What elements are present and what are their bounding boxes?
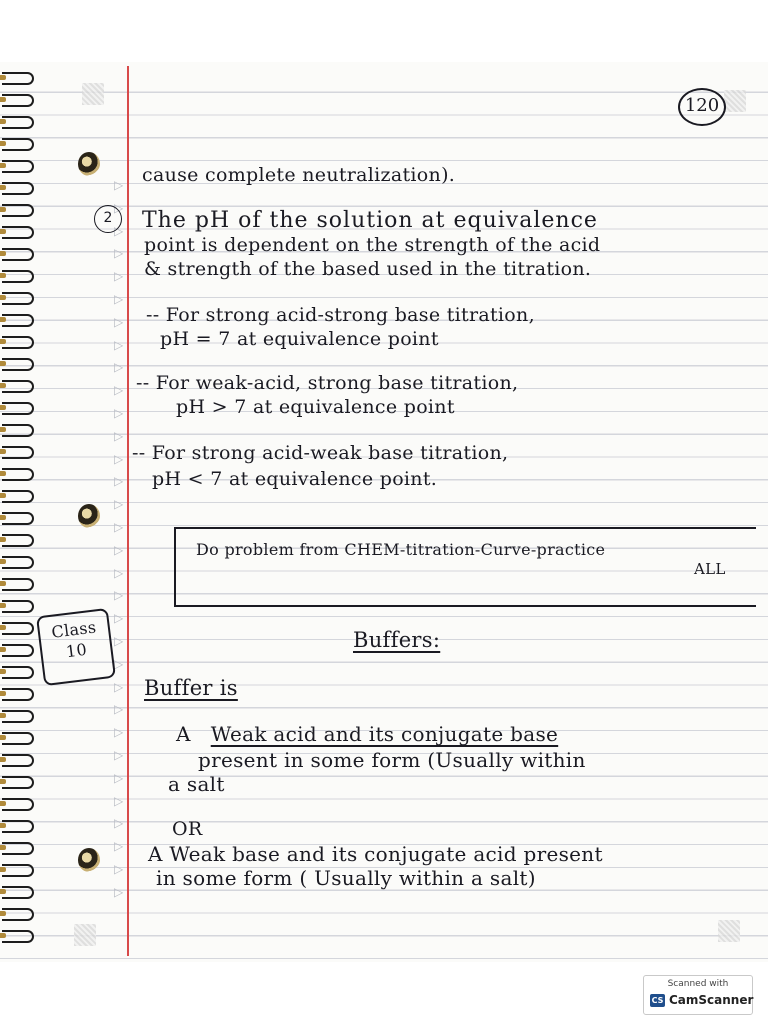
margin-line xyxy=(127,66,129,956)
def1-line3: a salt xyxy=(168,772,225,796)
margin-triangle: ▷ xyxy=(114,793,124,808)
text-line: The pH of the solution at equivalence xyxy=(142,208,598,233)
margin-triangle: ▷ xyxy=(114,520,124,534)
spiral-coil xyxy=(2,380,34,393)
margin-triangle: ▷ xyxy=(114,314,124,329)
spiral-coil xyxy=(2,490,34,503)
text-line: & strength of the based used in the titration. xyxy=(144,258,592,280)
camscanner-logo-icon: CS xyxy=(651,996,664,1005)
case-strong-weak: -- For strong acid-weak base titration, xyxy=(132,442,509,464)
spiral-coil xyxy=(2,358,34,371)
class-number: 10 xyxy=(64,639,88,662)
def1-line1 xyxy=(176,722,558,746)
margin-triangle: ▷ xyxy=(114,588,124,603)
spiral-coil xyxy=(2,710,34,723)
camscanner-watermark xyxy=(643,975,753,1015)
todo-all: ALL xyxy=(694,560,726,578)
or-connector: OR xyxy=(172,818,203,840)
spiral-coil xyxy=(2,622,34,635)
spiral-coil xyxy=(2,446,34,459)
text-line: cause complete neutralization). xyxy=(142,164,456,186)
scan-artifact xyxy=(718,920,740,942)
margin-triangle: ▷ xyxy=(114,656,124,671)
spiral-coil xyxy=(2,688,34,701)
margin-triangle: ▷ xyxy=(114,360,124,375)
margin-triangle: ▷ xyxy=(114,406,124,420)
margin-triangle: ▷ xyxy=(114,451,124,466)
watermark-brand: CamScanner xyxy=(669,993,754,1007)
spiral-coil xyxy=(2,204,34,217)
margin-triangle: ▷ xyxy=(114,611,124,626)
spiral-coil xyxy=(2,292,34,305)
punch-hole-middle xyxy=(78,504,100,528)
point-number-marker: 2 xyxy=(94,205,122,233)
punch-hole-bottom xyxy=(78,848,100,872)
margin-triangle: ▷ xyxy=(114,679,124,694)
article-a: A xyxy=(176,722,191,746)
spiral-binding xyxy=(0,72,40,952)
margin-triangle: ▷ xyxy=(114,269,124,284)
buffer-term: Buffer is xyxy=(144,676,238,700)
margin-triangle: ▷ xyxy=(114,246,124,261)
spiral-coil xyxy=(2,842,34,855)
margin-triangle: ▷ xyxy=(114,542,124,557)
spiral-coil xyxy=(2,886,34,899)
spiral-coil xyxy=(2,160,34,173)
margin-triangle: ▷ xyxy=(114,770,124,785)
spiral-coil xyxy=(2,534,34,547)
section-heading: Buffers: xyxy=(353,628,441,652)
spiral-coil xyxy=(2,270,34,283)
case-strong-strong: -- For strong acid-strong base titration, xyxy=(146,304,535,326)
spiral-coil xyxy=(2,732,34,745)
case-weak-strong: -- For weak-acid, strong base titration, xyxy=(136,372,519,394)
spiral-coil xyxy=(2,798,34,811)
margin-triangle: ▷ xyxy=(114,292,124,306)
scan-artifact xyxy=(74,924,96,946)
todo-box xyxy=(174,527,756,607)
margin-triangle: ▷ xyxy=(114,748,124,762)
margin-triangle: ▷ xyxy=(114,702,124,717)
case-strong-strong-result: pH = 7 at equivalence point xyxy=(160,328,439,350)
spiral-coil xyxy=(2,908,34,921)
scan-artifact xyxy=(724,90,746,112)
spiral-coil xyxy=(2,754,34,767)
margin-triangle: ▷ xyxy=(114,884,124,899)
margin-triangle: ▷ xyxy=(114,383,124,398)
spiral-coil xyxy=(2,116,34,129)
spiral-coil xyxy=(2,644,34,657)
spiral-coil xyxy=(2,138,34,151)
margin-triangle: ▷ xyxy=(114,428,124,443)
case-weak-strong-result: pH > 7 at equivalence point xyxy=(176,396,455,418)
spiral-coil xyxy=(2,820,34,833)
def2-line2: in some form ( Usually within a salt) xyxy=(156,866,536,890)
margin-triangle: ▷ xyxy=(114,565,124,580)
margin-triangle: ▷ xyxy=(114,725,124,740)
spiral-coil xyxy=(2,226,34,239)
spiral-coil xyxy=(2,776,34,789)
text-line: point is dependent on the strength of the acid xyxy=(144,234,601,256)
buffer-is-label xyxy=(144,676,238,700)
spiral-coil xyxy=(2,864,34,877)
scan-artifact xyxy=(82,83,104,105)
spiral-coil xyxy=(2,336,34,349)
spiral-coil xyxy=(2,512,34,525)
todo-text: Do problem from CHEM-titration-Curve-practice xyxy=(196,540,606,559)
def1-line2: present in some form (Usually within xyxy=(198,748,586,772)
class-label-box xyxy=(36,608,116,686)
spiral-coil xyxy=(2,468,34,481)
spiral-coil xyxy=(2,930,34,943)
watermark-caption: Scanned with xyxy=(667,979,729,989)
spiral-coil xyxy=(2,248,34,261)
margin-triangle: ▷ xyxy=(114,634,124,648)
margin-triangle: ▷ xyxy=(114,200,124,215)
margin-triangle: ▷ xyxy=(114,337,124,352)
class-label: Class xyxy=(50,617,98,642)
margin-triangle: ▷ xyxy=(114,497,124,512)
def1-underlined: Weak acid and its conjugate base xyxy=(210,722,559,746)
margin-triangle: ▷ xyxy=(114,178,124,192)
margin-triangle: ▷ xyxy=(114,862,124,876)
margin-triangle: ▷ xyxy=(114,839,124,854)
spiral-coil xyxy=(2,424,34,437)
case-strong-weak-result: pH < 7 at equivalence point. xyxy=(152,468,438,490)
spiral-coil xyxy=(2,72,34,85)
def2-line1: A Weak base and its conjugate acid present xyxy=(148,842,603,866)
margin-triangle: ▷ xyxy=(114,223,124,238)
margin-triangle: ▷ xyxy=(114,816,124,831)
punch-hole-top xyxy=(78,152,100,176)
spiral-coil xyxy=(2,578,34,591)
page-number: 120 xyxy=(678,88,726,126)
spiral-coil xyxy=(2,402,34,415)
spiral-coil xyxy=(2,94,34,107)
spiral-coil xyxy=(2,666,34,679)
margin-triangle: ▷ xyxy=(114,474,124,489)
spiral-coil xyxy=(2,314,34,327)
spiral-coil xyxy=(2,600,34,613)
spiral-coil xyxy=(2,556,34,569)
spiral-coil xyxy=(2,182,34,195)
